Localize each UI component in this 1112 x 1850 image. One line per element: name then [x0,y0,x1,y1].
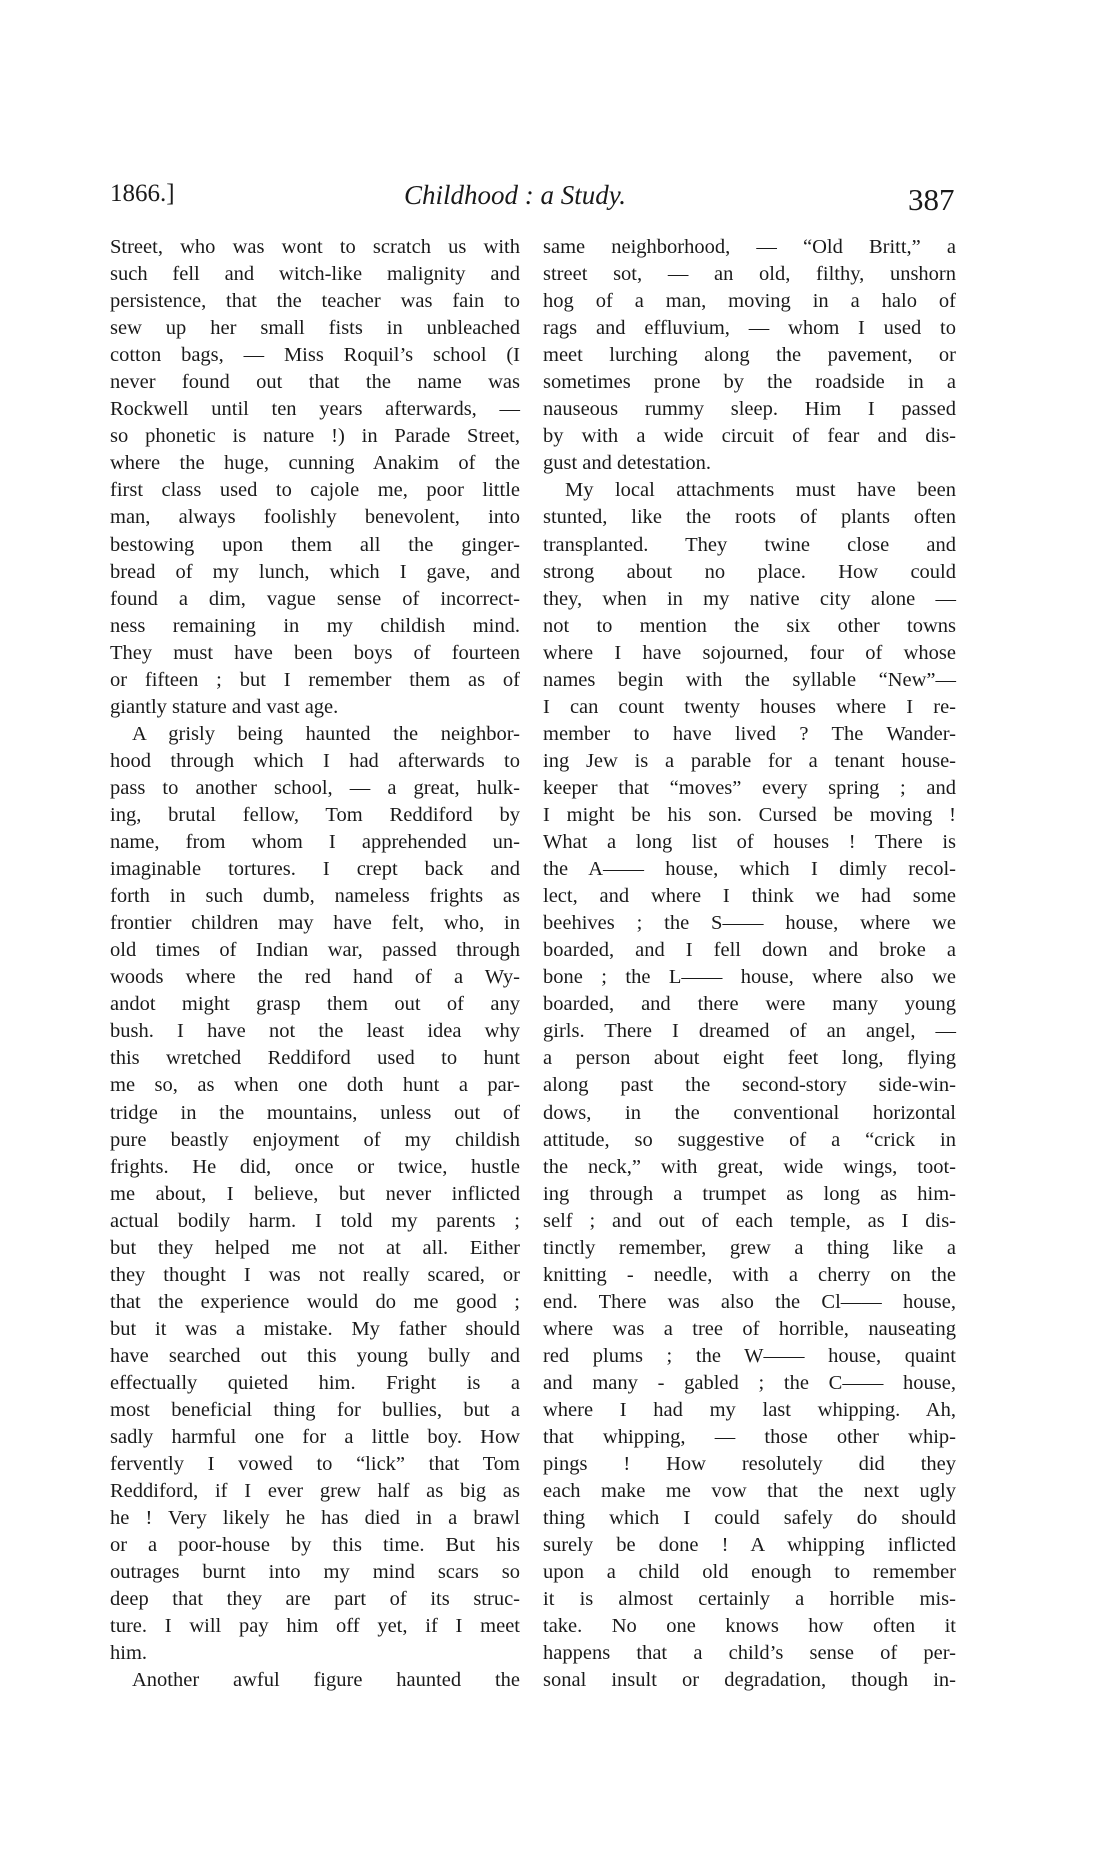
text-line: bread of my lunch, which I gave, and [110,560,520,583]
text-line: the A—— house, which I dimly recol- [543,858,956,881]
text-line: actual bodily harm. I told my parents ; [110,1209,520,1232]
text-line: woods where the red hand of a Wy- [110,966,520,989]
text-column-left [110,234,520,1695]
text-line: me about, I believe, but never inflicted [110,1182,520,1205]
text-line: gust and detestation. [543,452,711,475]
text-line: stunted, like the roots of plants often [543,506,956,529]
text-line: old times of Indian war, passed through [110,939,520,962]
text-line: same neighborhood, — “Old Britt,” a [543,236,956,258]
text-line: rags and effluvium, — whom I used to [543,317,956,340]
text-line: My local attachments must have been [565,479,956,502]
text-line: nauseous rummy sleep. Him I passed [543,398,956,421]
text-line: dows, in the conventional horizontal [543,1101,956,1124]
text-line: thing which I could safely do should [543,1507,956,1530]
text-line: lect, and where I think we had some [543,885,956,908]
text-line: boarded, and I fell down and broke a [543,939,956,962]
text-line: beehives ; the S—— house, where we [543,912,956,935]
text-line: name, from whom I apprehended un- [110,831,520,854]
text-line: Reddiford, if I ever grew half as big as [110,1480,520,1503]
text-line: attitude, so suggestive of a “crick in [543,1128,956,1151]
text-line: each make me vow that the next ugly [543,1480,956,1503]
text-line: meet lurching along the pavement, or [543,344,956,367]
text-line: frontier children may have felt, who, in [110,912,520,935]
text-line: found a dim, vague sense of incorrect- [110,587,520,610]
text-line: Another awful figure haunted the [132,1669,520,1692]
text-line: where I have sojourned, four of whose [543,641,956,664]
text-line: self ; and out of each temple, as I dis- [543,1209,956,1232]
text-line: I can count twenty houses where I re- [543,695,956,718]
text-line: Street, who was wont to scratch us with [110,236,520,258]
text-line: cotton bags, — Miss Roquil’s school (I [110,344,520,367]
text-line: such fell and witch-like malignity and [110,263,520,286]
text-line: pings ! How resolutely did they [543,1453,956,1476]
paragraph [110,234,520,721]
paragraph [110,1667,520,1694]
text-line: girls. There I dreamed of an angel, — [543,1020,956,1043]
text-line: sadly harmful one for a little boy. How [110,1426,520,1449]
text-line: sometimes prone by the roadside in a [543,371,956,394]
text-line: where was a tree of horrible, nauseating [543,1317,956,1340]
text-line: upon a child old enough to remember [543,1561,956,1584]
text-line: never found out that the name was [110,371,520,394]
text-line: effectually quieted him. Fright is a [110,1371,520,1394]
text-line: first class used to cajole me, poor little [110,479,520,502]
text-line: giantly stature and vast age. [110,695,339,718]
text-line: so phonetic is nature !) in Parade Street, [110,425,520,448]
text-line: ness remaining in my childish mind. [110,614,520,637]
text-line: hood through which I had afterwards to [110,749,520,772]
text-line: that the experience would do me good ; [110,1290,520,1313]
text-line: they thought I was not really scared, or [110,1263,520,1286]
text-line: deep that they are part of its struc- [110,1588,520,1611]
running-head-date: 1866.] [110,180,175,207]
text-line: but it was a mistake. My father should [110,1317,520,1340]
text-line: they, when in my native city alone — [543,587,956,610]
paragraph [110,721,520,1668]
page-number: 387 [908,182,955,217]
text-line: ing through a trumpet as long as him- [543,1182,956,1205]
text-line: persistence, that the teacher was fain to [110,290,520,313]
text-line: happens that a child’s sense of per- [543,1642,956,1665]
text-line: bone ; the L—— house, where also we [543,966,956,989]
text-line: outrages burnt into my mind scars so [110,1561,520,1584]
text-line: imaginable tortures. I crept back and [110,858,520,881]
text-line: bush. I have not the least idea why [110,1020,520,1043]
text-line: strong about no place. How could [543,560,956,583]
text-line: by with a wide circuit of fear and dis- [543,425,956,448]
text-line: knitting - needle, with a cherry on the [543,1263,956,1286]
text-line: along past the second-story side-win- [543,1074,956,1097]
text-line: keeper that “moves” every spring ; and [543,776,956,799]
text-line: and many - gabled ; the C—— house, [543,1371,956,1394]
text-line: I might be his son. Cursed be moving ! [543,803,956,826]
text-line: end. There was also the Cl—— house, [543,1290,956,1313]
text-line: this wretched Reddiford used to hunt [110,1047,520,1070]
running-head-title: Childhood : a Study. [404,180,626,210]
text-column-right [543,234,956,1695]
text-line: sew up her small fists in unbleached [110,317,520,340]
text-line: tridge in the mountains, unless out of [110,1101,520,1124]
text-line: take. No one knows how often it [543,1615,956,1638]
text-line: surely be done ! A whipping inflicted [543,1534,956,1557]
paragraph [543,477,956,1694]
text-line: a person about eight feet long, flying [543,1047,956,1070]
text-line: the neck,” with great, wide wings, toot- [543,1155,956,1178]
text-line: boarded, and there were many young [543,993,956,1016]
text-line: but they helped me not at all. Either [110,1236,520,1259]
paragraph [543,234,956,477]
text-line: ing Jew is a parable for a tenant house- [543,749,956,772]
text-line: ture. I will pay him off yet, if I meet [110,1615,520,1638]
text-line: it is almost certainly a horrible mis- [543,1588,956,1611]
text-line: andot might grasp them out of any [110,993,520,1016]
text-line: most beneficial thing for bullies, but a [110,1399,520,1422]
text-line: pure beastly enjoyment of my childish [110,1128,520,1151]
text-line: Rockwell until ten years afterwards, — [110,398,520,421]
text-line: hog of a man, moving in a halo of [543,290,956,313]
text-line: me so, as when one doth hunt a par- [110,1074,520,1097]
text-line: names begin with the syllable “New”— [543,668,956,691]
text-line: or a poor-house by this time. But his [110,1534,520,1557]
text-line: A grisly being haunted the neighbor- [132,722,520,745]
text-line: transplanted. They twine close and [543,533,956,556]
text-line: that whipping, — those other whip- [543,1426,956,1449]
text-line: or fifteen ; but I remember them as of [110,668,520,691]
text-line: he ! Very likely he has died in a brawl [110,1507,520,1530]
text-line: bestowing upon them all the ginger- [110,533,520,556]
text-line: tinctly remember, grew a thing like a [543,1236,956,1259]
text-line: fervently I vowed to “lick” that Tom [110,1453,520,1476]
text-line: street sot, — an old, filthy, unshorn [543,263,956,286]
text-line: forth in such dumb, nameless frights as [110,885,520,908]
text-line: frights. He did, once or twice, hustle [110,1155,520,1178]
text-line: They must have been boys of fourteen [110,641,520,664]
text-line: What a long list of houses ! There is [543,831,956,854]
text-line: him. [110,1642,148,1665]
text-line: red plums ; the W—— house, quaint [543,1344,956,1367]
text-line: where I had my last whipping. Ah, [543,1399,956,1422]
text-line: where the huge, cunning Anakim of the [110,452,520,475]
text-line: not to mention the six other towns [543,614,956,637]
text-line: member to have lived ? The Wander- [543,722,956,745]
text-line: sonal insult or degradation, though in- [543,1669,956,1692]
text-line: ing, brutal fellow, Tom Reddiford by [110,803,520,826]
text-line: man, always foolishly benevolent, into [110,506,520,529]
text-line: have searched out this young bully and [110,1344,520,1367]
text-line: pass to another school, — a great, hulk- [110,776,520,799]
